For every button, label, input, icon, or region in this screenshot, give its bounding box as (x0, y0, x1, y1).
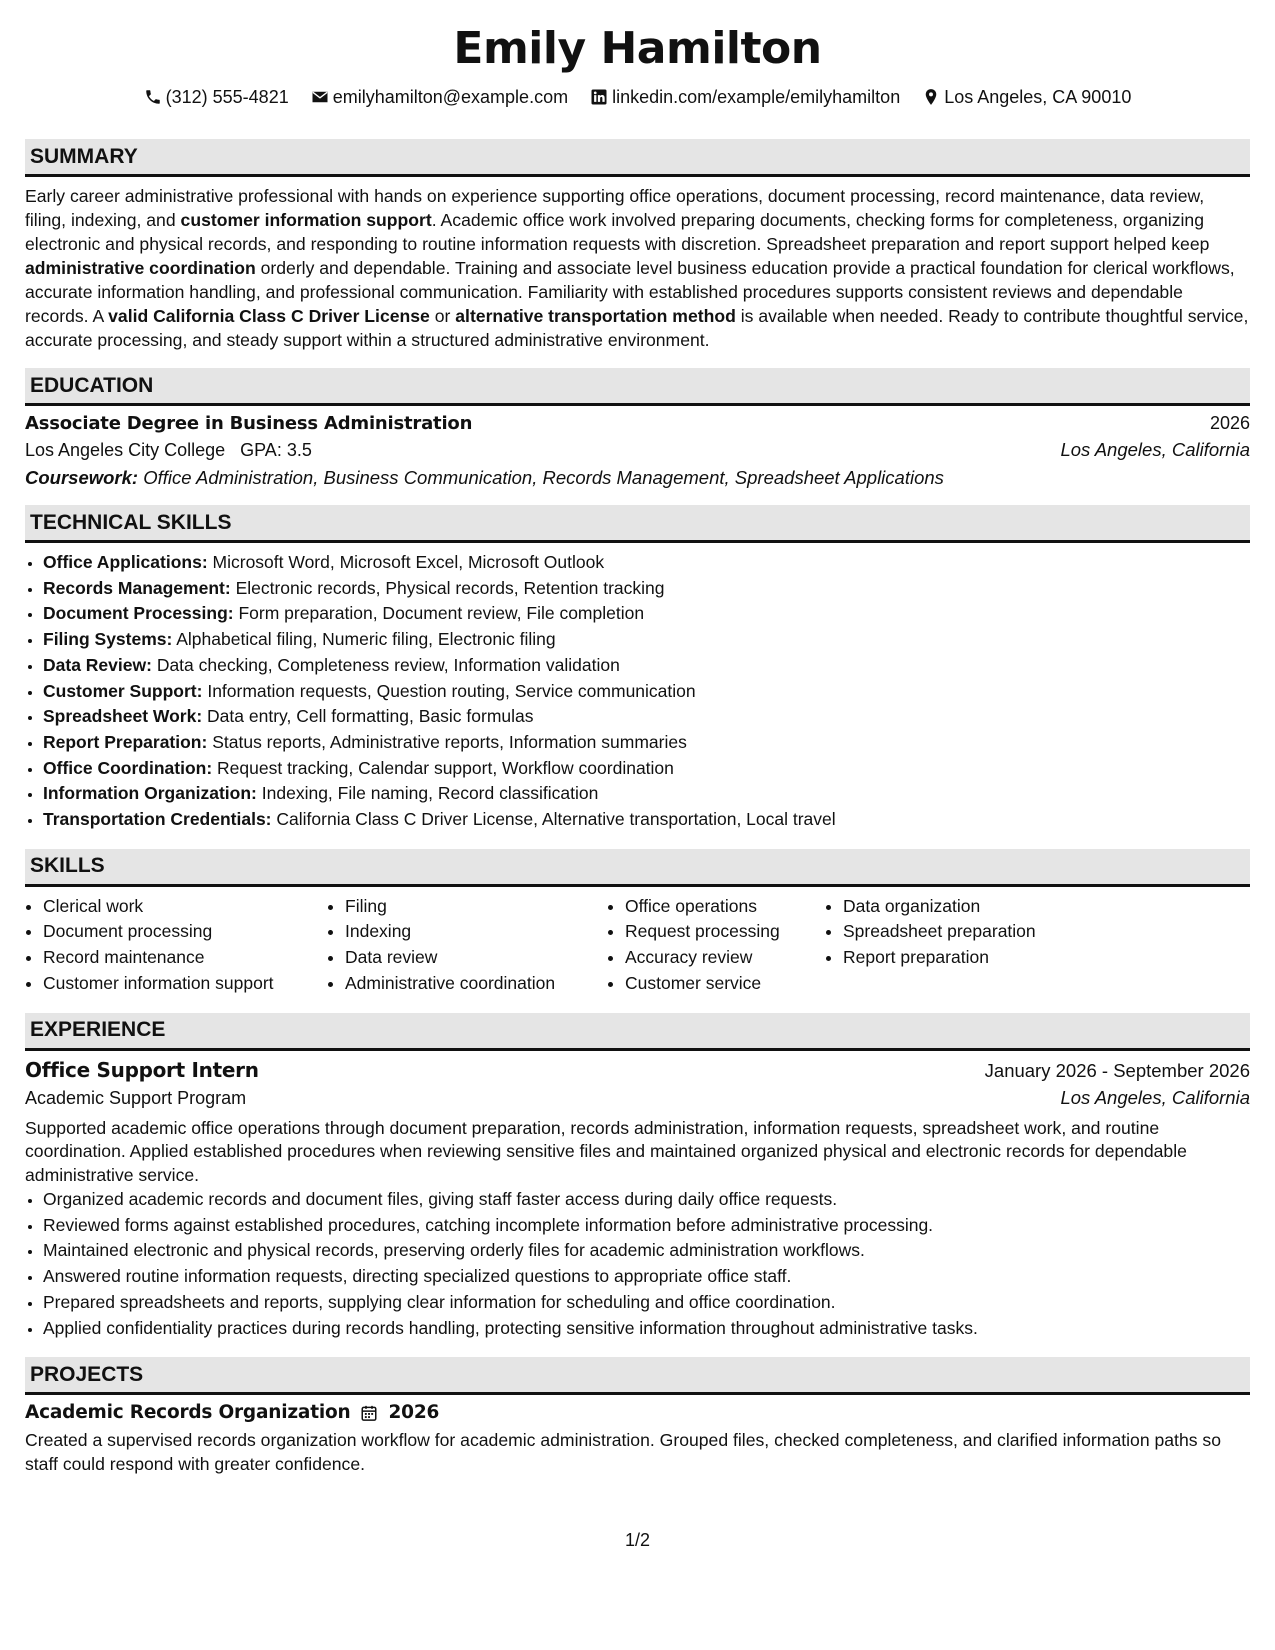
list-item (43, 653, 1250, 679)
skill-label: Information Organization: (43, 783, 257, 804)
resume-page (25, 0, 1250, 1650)
job-location: Los Angeles, California (1060, 1086, 1250, 1108)
contact-email[interactable] (311, 87, 568, 108)
skill-label: Spreadsheet Work: (43, 706, 203, 727)
degree: Associate Degree in Business Administration (25, 413, 473, 434)
phone-icon (144, 88, 162, 106)
list-item: • Data organization (843, 894, 1036, 920)
skill-label: Document Processing: (43, 603, 234, 624)
list-item (43, 550, 1250, 576)
summary-heading: SUMMARY (25, 139, 1250, 177)
skill-label: Transportation Credentials: (43, 809, 272, 830)
summary-part: orderly and dependable. Training and associate level business education provide a practical foundation for clerical workflows, accurate information handling, and professional communication. Familiarity with established procedures supports consistent reviews and dependable records. A (25, 258, 1235, 326)
experience-heading: EXPERIENCE (25, 1013, 1250, 1051)
phone-text: (312) 555-4821 (165, 86, 289, 107)
list-item: • Organized academic records and document files, giving staff faster access during daily office requests. (43, 1187, 1250, 1213)
map-pin-icon (922, 88, 940, 106)
list-item: • Customer information support (43, 971, 327, 997)
experience-row-1 (25, 1058, 1250, 1082)
summary-highlight: customer information support (180, 210, 432, 230)
summary-part: Early career administrative professional with hands on experience supporting office operations, document processing, record maintenance, data review, filing, indexing, and (25, 186, 1205, 230)
skill-value: Form preparation, Document review, File completion (238, 603, 645, 624)
coursework-label: Coursework: (25, 467, 139, 488)
skill-value: California Class C Driver License, Alternative transportation, Local travel (276, 809, 836, 830)
summary-part: or (429, 306, 456, 326)
contact-phone[interactable] (144, 87, 289, 108)
summary-highlight: administrative coordination (25, 258, 256, 278)
page-number: 1/2 (624, 1530, 651, 1550)
linkedin-icon (590, 88, 608, 106)
skill-value: Alphabetical filing, Numeric filing, Electronic filing (176, 629, 556, 650)
list-item: • Data review (345, 945, 607, 971)
list-item: • Spreadsheet preparation (843, 919, 1036, 945)
contact-linkedin[interactable] (590, 87, 900, 108)
skill-value: Data entry, Cell formatting, Basic formulas (207, 706, 534, 727)
contact-bar (25, 84, 1250, 110)
list-item: • Reviewed forms against established procedures, catching incomplete information before administrative processing. (43, 1213, 1250, 1239)
skill-label: Customer Support: (43, 680, 203, 701)
list-item: • Request processing (625, 919, 825, 945)
list-item (43, 704, 1250, 730)
skill-label: Records Management: (43, 577, 231, 598)
job-org: Academic Support Program (25, 1087, 247, 1108)
skill-value: Request tracking, Calendar support, Workflow coordination (217, 757, 674, 778)
skill-value: Electronic records, Physical records, Retention tracking (235, 577, 665, 598)
skills-column (25, 894, 327, 997)
list-item (43, 627, 1250, 653)
school: Los Angeles City College (25, 440, 226, 460)
summary-text (25, 184, 1250, 352)
email-text: emilyhamilton@example.com (332, 86, 569, 107)
skill-value: Status reports, Administrative reports, Information summaries (212, 731, 687, 752)
list-item: • Report preparation (843, 945, 1036, 971)
education-heading: EDUCATION (25, 368, 1250, 406)
list-item: • Record maintenance (43, 945, 327, 971)
summary-highlight: valid California Class C Driver License (108, 306, 430, 326)
skills-column (607, 894, 825, 997)
skills-heading: SKILLS (25, 849, 1250, 887)
linkedin-text: linkedin.com/example/emilyhamilton (612, 86, 901, 107)
skills-column (327, 894, 607, 997)
education-row-2 (25, 439, 1250, 461)
skills-grid (25, 894, 1250, 997)
education-row-1 (25, 413, 1250, 434)
list-item: • Administrative coordination (345, 971, 607, 997)
list-item: • Customer service (625, 971, 825, 997)
list-item (43, 601, 1250, 627)
skill-value: Microsoft Word, Microsoft Excel, Microsoft Outlook (212, 552, 605, 572)
school-gpa (25, 440, 312, 461)
list-item (43, 730, 1250, 756)
technical-skills-heading: TECHNICAL SKILLS (25, 505, 1250, 543)
summary-part: is available when needed. Ready to contribute thoughtful service, accurate processing, and steady support within a structured administrative environment. (25, 306, 1249, 350)
candidate-name: Emily Hamilton (453, 23, 822, 74)
project-description: Created a supervised records organization workflow for academic administration. Grouped files, checked completeness, and clarified information paths so staff could respond with greater confidence. (25, 1430, 1221, 1474)
job-description: Supported academic office operations through document preparation, records administration, information requests, spreadsheet work, and routine coordination. Applied established procedures when reviewing sensitive files and maintained organized physical and electronic records for dependable administrative service. (25, 1117, 1187, 1185)
list-item (43, 756, 1250, 782)
skills-column (825, 894, 1036, 997)
skill-value: Indexing, File naming, Record classification (261, 783, 599, 804)
experience-row-2 (25, 1087, 1250, 1109)
project-title: Academic Records Organization (25, 1402, 351, 1424)
list-item (43, 679, 1250, 705)
project-year: 2026 (388, 1402, 440, 1424)
list-item: • Answered routine information requests, directing specialized questions to appropriate office staff. (43, 1264, 1250, 1290)
job-dates: January 2026 - September 2026 (984, 1059, 1250, 1081)
education-location: Los Angeles, California (1060, 439, 1250, 460)
envelope-icon (311, 88, 329, 106)
skill-label: Office Applications: (43, 552, 208, 572)
coursework-list: Office Administration, Business Communication, Records Management, Spreadsheet Applications (143, 467, 944, 488)
location-text: Los Angeles, CA 90010 (944, 86, 1132, 107)
project-title-row (25, 1402, 1250, 1423)
summary-highlight: alternative transportation method (455, 306, 736, 326)
list-item: • Indexing (345, 919, 607, 945)
skill-label: Report Preparation: (43, 731, 208, 752)
list-item: • Maintained electronic and physical records, preserving orderly files for academic administration workflows. (43, 1238, 1250, 1264)
skill-value: Data checking, Completeness review, Information validation (156, 654, 620, 675)
technical-skills-list (25, 550, 1250, 833)
list-item: • Applied confidentiality practices during records handling, protecting sensitive information throughout administrative tasks. (43, 1316, 1250, 1342)
list-item (43, 781, 1250, 807)
list-item (43, 807, 1250, 833)
list-item: • Document processing (43, 919, 327, 945)
skill-label: Filing Systems: (43, 629, 173, 650)
gpa: GPA: 3.5 (240, 440, 312, 460)
list-item: • Office operations (625, 894, 825, 920)
list-item: • Filing (345, 894, 607, 920)
skill-value: Information requests, Question routing, Service communication (207, 680, 696, 701)
list-item: • Clerical work (43, 894, 327, 920)
job-bullets (25, 1187, 1250, 1341)
education-year: 2026 (1209, 413, 1250, 433)
list-item: • Prepared spreadsheets and reports, supplying clear information for scheduling and office coordination. (43, 1290, 1250, 1316)
contact-location (922, 87, 1131, 108)
calendar-icon (360, 1404, 378, 1422)
skill-label: Data Review: (43, 654, 152, 675)
projects-heading: PROJECTS (25, 1357, 1250, 1395)
job-title: Office Support Intern (25, 1057, 259, 1082)
skill-label: Office Coordination: (43, 757, 213, 778)
coursework (25, 467, 1250, 489)
list-item (43, 576, 1250, 602)
list-item: • Accuracy review (625, 945, 825, 971)
summary-part: . Academic office work involved preparing documents, checking forms for completeness, organizing electronic and physical records, and responding to routine information requests with discretion. Spreadsheet preparation and report support helped keep (25, 210, 1210, 254)
